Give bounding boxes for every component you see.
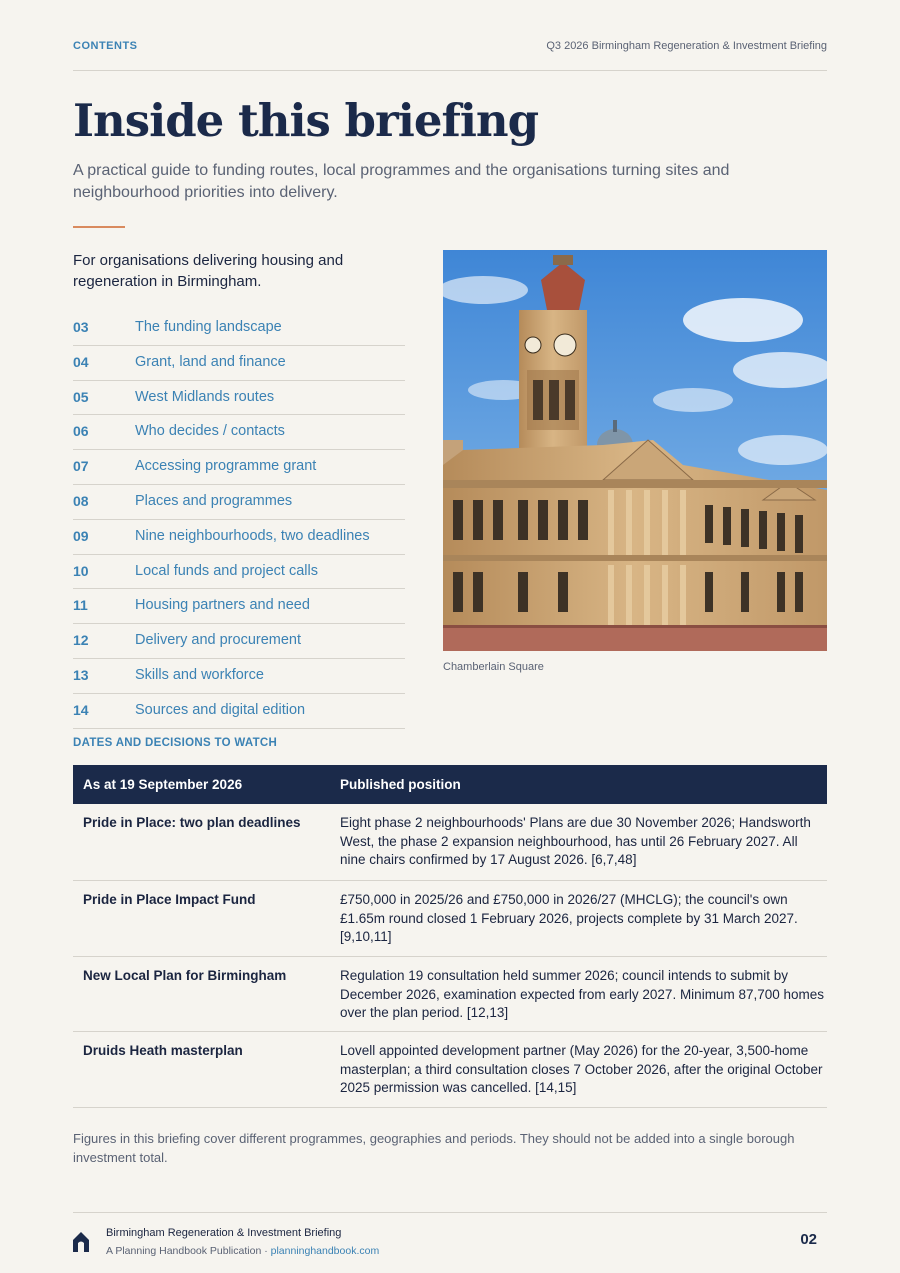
table-row <box>73 804 827 881</box>
row-item: Pride in Place: two plan deadlines <box>83 815 301 830</box>
toc-page-number: 05 <box>73 388 89 405</box>
figures-note: Figures in this briefing cover different programmes, geographies and periods. They should not be added into a single borough investment total. <box>73 1131 795 1165</box>
toc-item[interactable] <box>73 624 405 659</box>
toc-title[interactable]: Local funds and project calls <box>135 562 318 579</box>
table-row <box>73 1032 827 1108</box>
row-position: £750,000 in 2025/26 and £750,000 in 2026/27 (MHCLG); the council's own £1.65m round closed 1 February 2026, projects complete by 31 March 2027. [9,10,11] <box>340 892 798 944</box>
toc-item[interactable] <box>73 485 405 520</box>
toc-title[interactable]: Who decides / contacts <box>135 423 285 440</box>
table-row <box>73 957 827 1032</box>
toc-page-number: 06 <box>73 423 89 440</box>
toc-item[interactable] <box>73 659 405 694</box>
publisher-logo-icon <box>73 1232 89 1252</box>
toc-title[interactable]: The funding landscape <box>135 319 282 335</box>
toc-title[interactable]: Skills and workforce <box>135 666 264 683</box>
column-header-position: Published position <box>340 777 461 792</box>
running-header <box>73 38 827 71</box>
row-position: Lovell appointed development partner (May 2026) for the 20-year, 3,500-home masterplan; a third consultation closes 7 October 2026, after the original October 2025 permission was cancelled. [14,15] <box>340 1043 823 1095</box>
toc-item[interactable] <box>73 415 405 450</box>
row-item: New Local Plan for Birmingham <box>83 968 287 983</box>
toc-title[interactable]: Accessing programme grant <box>135 458 317 475</box>
building-illustration <box>443 250 827 651</box>
publication-title: Q3 2026 Birmingham Regeneration & Investment Briefing <box>546 40 827 52</box>
row-item: Pride in Place Impact Fund <box>83 892 256 907</box>
publisher-text: A Planning Handbook Publication · <box>106 1245 271 1257</box>
lede-text: A practical guide to funding routes, local programmes and the organisations turning sites and neighbourhood priorities into delivery. <box>73 162 730 201</box>
footer-publication-name: Birmingham Regeneration & Investment Briefing <box>106 1227 342 1239</box>
dates-section-label: DATES AND DECISIONS TO WATCH <box>73 737 278 749</box>
table-row <box>73 881 827 957</box>
toc-page-number: 14 <box>73 701 89 718</box>
toc-title[interactable]: Grant, land and finance <box>135 353 286 370</box>
toc-page-number: 09 <box>73 527 89 544</box>
toc-page-number: 13 <box>73 666 89 683</box>
page-number: 02 <box>800 1231 817 1248</box>
accent-rule <box>73 226 125 228</box>
toc-title[interactable]: Nine neighbourhoods, two deadlines <box>135 527 370 544</box>
toc-page-number: 12 <box>73 632 89 649</box>
toc-item[interactable] <box>73 555 405 590</box>
row-item: Druids Heath masterplan <box>83 1043 243 1058</box>
photo-caption: Chamberlain Square <box>443 661 544 673</box>
page <box>73 0 827 1273</box>
toc-page-number: 07 <box>73 458 89 475</box>
toc-item[interactable] <box>73 589 405 624</box>
intro-text: For organisations delivering housing and regeneration in Birmingham. <box>73 252 344 290</box>
dates-table <box>73 765 827 1108</box>
toc-title[interactable]: Housing partners and need <box>135 597 310 614</box>
publisher-link[interactable]: planninghandbook.com <box>270 1245 380 1257</box>
toc-item[interactable] <box>73 694 405 729</box>
page-footer <box>73 1212 827 1262</box>
toc-page-number: 11 <box>73 597 88 614</box>
toc-page-number: 10 <box>73 562 89 579</box>
row-position: Regulation 19 consultation held summer 2026; council intends to submit by December 2026, examination expected from early 2027. Minimum 87,700 homes over the plan period. [12,13] <box>340 968 825 1020</box>
toc-page-number: 04 <box>73 353 89 370</box>
page-title: Inside this briefing <box>73 94 539 147</box>
row-position: Eight phase 2 neighbourhoods' Plans are due 30 November 2026; Handsworth West, the phase 2 expansion neighbourhood, has until 26 February 2027. All nine chairs confirmed by 17 August 2026. [6,7,48] <box>340 815 811 867</box>
section-label: CONTENTS <box>73 40 138 52</box>
toc-page-number: 03 <box>73 319 89 335</box>
toc-item[interactable] <box>73 311 405 346</box>
toc-title[interactable]: Delivery and procurement <box>135 632 302 649</box>
toc-item[interactable] <box>73 381 405 416</box>
column-header-date: As at 19 September 2026 <box>83 777 243 792</box>
toc-page-number: 08 <box>73 492 89 509</box>
council-house-photo <box>443 250 827 651</box>
footer-publisher <box>106 1245 379 1257</box>
toc-item[interactable] <box>73 346 405 381</box>
toc-title[interactable]: Sources and digital edition <box>135 701 306 718</box>
toc-item[interactable] <box>73 450 405 485</box>
toc-title[interactable]: Places and programmes <box>135 492 293 509</box>
table-header <box>73 765 827 804</box>
toc-item[interactable] <box>73 520 405 555</box>
toc-title[interactable]: West Midlands routes <box>135 388 275 405</box>
table-of-contents <box>73 311 405 729</box>
